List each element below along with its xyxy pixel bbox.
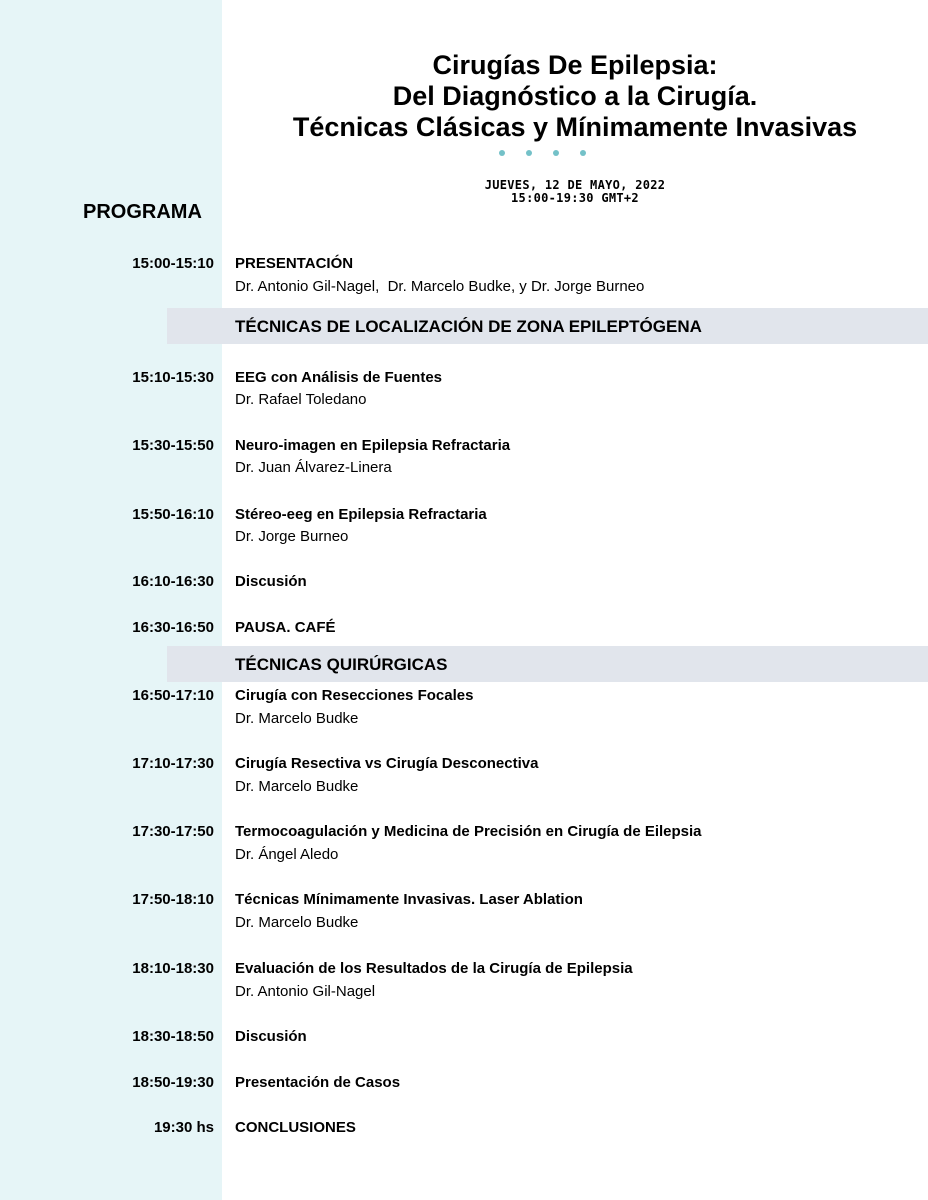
agenda-time: 18:10-18:30 xyxy=(132,960,214,977)
title-line-1: Cirugías De Epilepsia: xyxy=(432,50,718,80)
event-date: JUEVES, 12 DE MAYO, 2022 xyxy=(484,178,666,192)
agenda-time: 18:50-19:30 xyxy=(132,1074,214,1091)
program-heading: PROGRAMA xyxy=(83,201,202,223)
agenda-speaker: Dr. Jorge Burneo xyxy=(235,528,349,545)
agenda-time: 19:30 hs xyxy=(153,1119,214,1136)
agenda-title: EEG con Análisis de Fuentes xyxy=(235,369,442,386)
dot-icon xyxy=(499,150,505,156)
agenda-speaker: Dr. Antonio Gil-Nagel, Dr. Marcelo Budke, y Dr. Jorge Burneo xyxy=(235,278,645,295)
dot-icon xyxy=(553,150,559,156)
agenda-title: Cirugía con Resecciones Focales xyxy=(235,687,474,704)
agenda-speaker: Dr. Rafael Toledano xyxy=(235,391,367,408)
agenda-title: Neuro-imagen en Epilepsia Refractaria xyxy=(235,437,511,454)
agenda-speaker: Dr. Ángel Aledo xyxy=(235,846,339,863)
event-time-range: 15:00-19:30 GMT+2 xyxy=(511,191,639,205)
agenda-time: 18:30-18:50 xyxy=(132,1028,214,1045)
decorative-dots xyxy=(499,150,589,160)
agenda-time: 15:00-15:10 xyxy=(132,255,214,272)
agenda-time: 17:50-18:10 xyxy=(132,891,214,908)
agenda-time: 17:10-17:30 xyxy=(132,755,214,772)
agenda-time: 15:10-15:30 xyxy=(132,369,214,386)
agenda-speaker: Dr. Juan Álvarez-Linera xyxy=(235,459,392,476)
agenda-title: Cirugía Resectiva vs Cirugía Desconectiva xyxy=(235,755,539,772)
section-title-quirurgicas: TÉCNICAS QUIRÚRGICAS xyxy=(235,655,448,674)
agenda-speaker: Dr. Antonio Gil-Nagel xyxy=(235,983,376,1000)
agenda-title: Stéreo-eeg en Epilepsia Refractaria xyxy=(235,506,487,523)
agenda-time: 16:30-16:50 xyxy=(132,619,214,636)
agenda-title: PAUSA. CAFÉ xyxy=(235,619,336,636)
agenda-title: Discusión xyxy=(235,1028,307,1045)
left-sidebar-panel xyxy=(0,0,222,1200)
agenda-title: Técnicas Mínimamente Invasivas. Laser Ablation xyxy=(235,891,583,908)
agenda-speaker: Dr. Marcelo Budke xyxy=(235,710,359,727)
agenda-time: 15:30-15:50 xyxy=(132,437,214,454)
agenda-title: Evaluación de los Resultados de la Cirugía de Epilepsia xyxy=(235,960,633,977)
agenda-time: 16:10-16:30 xyxy=(132,573,214,590)
dot-icon xyxy=(526,150,532,156)
agenda-speaker: Dr. Marcelo Budke xyxy=(235,914,359,931)
agenda-speaker: Dr. Marcelo Budke xyxy=(235,778,359,795)
section-title-localizacion: TÉCNICAS DE LOCALIZACIÓN DE ZONA EPILEPTÓGENA xyxy=(235,317,702,336)
agenda-title: PRESENTACIÓN xyxy=(235,255,354,272)
agenda-time: 16:50-17:10 xyxy=(132,687,214,704)
agenda-time: 17:30-17:50 xyxy=(132,823,214,840)
agenda-time: 15:50-16:10 xyxy=(132,506,214,523)
event-date-block xyxy=(222,179,928,205)
page-title xyxy=(222,50,928,143)
title-line-2: Del Diagnóstico a la Cirugía. xyxy=(392,81,758,111)
title-line-3: Técnicas Clásicas y Mínimamente Invasivas xyxy=(292,112,858,142)
agenda-title: Discusión xyxy=(235,573,307,590)
agenda-title: Termocoagulación y Medicina de Precisión en Cirugía de Eilepsia xyxy=(235,823,702,840)
agenda-title: CONCLUSIONES xyxy=(235,1119,356,1136)
dot-icon xyxy=(580,150,586,156)
agenda-title: Presentación de Casos xyxy=(235,1074,401,1091)
